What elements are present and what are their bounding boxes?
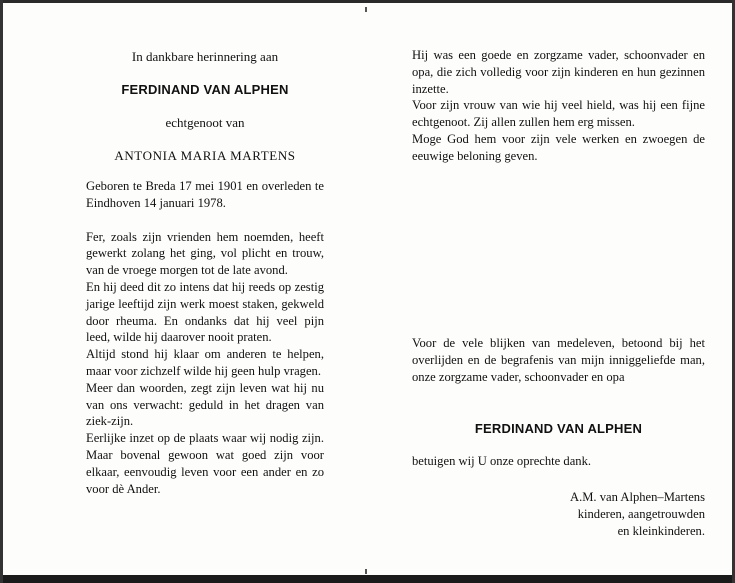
tribute-text-left <box>86 229 324 498</box>
spouse-name: ANTONIA MARIA MARTENS <box>114 148 296 163</box>
scan-border-left <box>0 0 3 583</box>
tribute-text-right <box>412 47 705 165</box>
scan-border-bottom <box>0 575 735 583</box>
left-page <box>86 44 324 497</box>
signature-line: en kleinkinderen. <box>617 523 705 538</box>
fold-mark-top <box>365 7 367 12</box>
tribute-paragraph: Voor zijn vrouw van wie hij veel hield, was hij een fijne echtgenoot. Zij allen zullen hem erg missen. <box>412 98 705 130</box>
birth-death-paragraph: Geboren te Breda 17 mei 1901 en overleden te Eindhoven 14 januari 1978. <box>86 179 324 210</box>
deceased-name: FERDINAND VAN ALPHEN <box>121 82 289 97</box>
spouse-of-label: echtgenoot van <box>165 115 245 130</box>
signature-block <box>505 489 705 539</box>
thanks-paragraph: Voor de vele blijken van medeleven, betoond bij het overlijden en de begrafenis van mijn inniggeliefde man, onze zorgzame vader, schoonvader en opa <box>412 336 705 384</box>
tribute-paragraph: Fer, zoals zijn vrienden hem noemden, heeft gewerkt zolang het ging, vol plicht en trouw, van de vroege morgen tot de late avond. <box>86 229 324 278</box>
dedication-line: In dankbare herinnering aan <box>131 49 279 64</box>
fold-mark-bottom <box>365 569 367 574</box>
signature-line: A.M. van Alphen–Martens <box>569 490 705 504</box>
tribute-paragraph: Moge God hem voor zijn vele werken en zwoegen de eeuwige beloning geven. <box>412 131 705 163</box>
scan-border-top <box>0 0 735 3</box>
tribute-paragraph: Altijd stond hij klaar om anderen te helpen, maar voor zichzelf wilde hij geen hulp vragen. <box>86 347 324 378</box>
right-page <box>412 44 705 538</box>
signature-line: kinderen, aangetrouwden <box>577 506 705 521</box>
deceased-name-thanks: FERDINAND VAN ALPHEN <box>474 421 643 436</box>
tribute-paragraph: Hij was een goede en zorgzame vader, schoonvader en opa, die zich volledig voor zijn kinderen en hun gezinnen inzette. <box>412 48 705 96</box>
tribute-paragraph: Meer dan woorden, zegt zijn leven wat hij nu van ons verwacht: geduld in het dragen van ziek-zijn. <box>86 380 324 429</box>
closing-line: betuigen wij U onze oprechte dank. <box>412 454 592 468</box>
tribute-paragraph: En hij deed dit zo intens dat hij reeds op zestig jarige leeftijd zijn werk moest staken, gekweld door rheuma. En ondanks dat hij veel pijn leed, wilde hij daarover nooit praten. <box>86 279 324 345</box>
tribute-paragraph: Eerlijke inzet op de plaats waar wij nodig zijn. Maar bovenal gewoon wat goed zijn voor elkaar, eenvoudig leven voor een ander en zo voor dè Ander. <box>86 431 324 496</box>
